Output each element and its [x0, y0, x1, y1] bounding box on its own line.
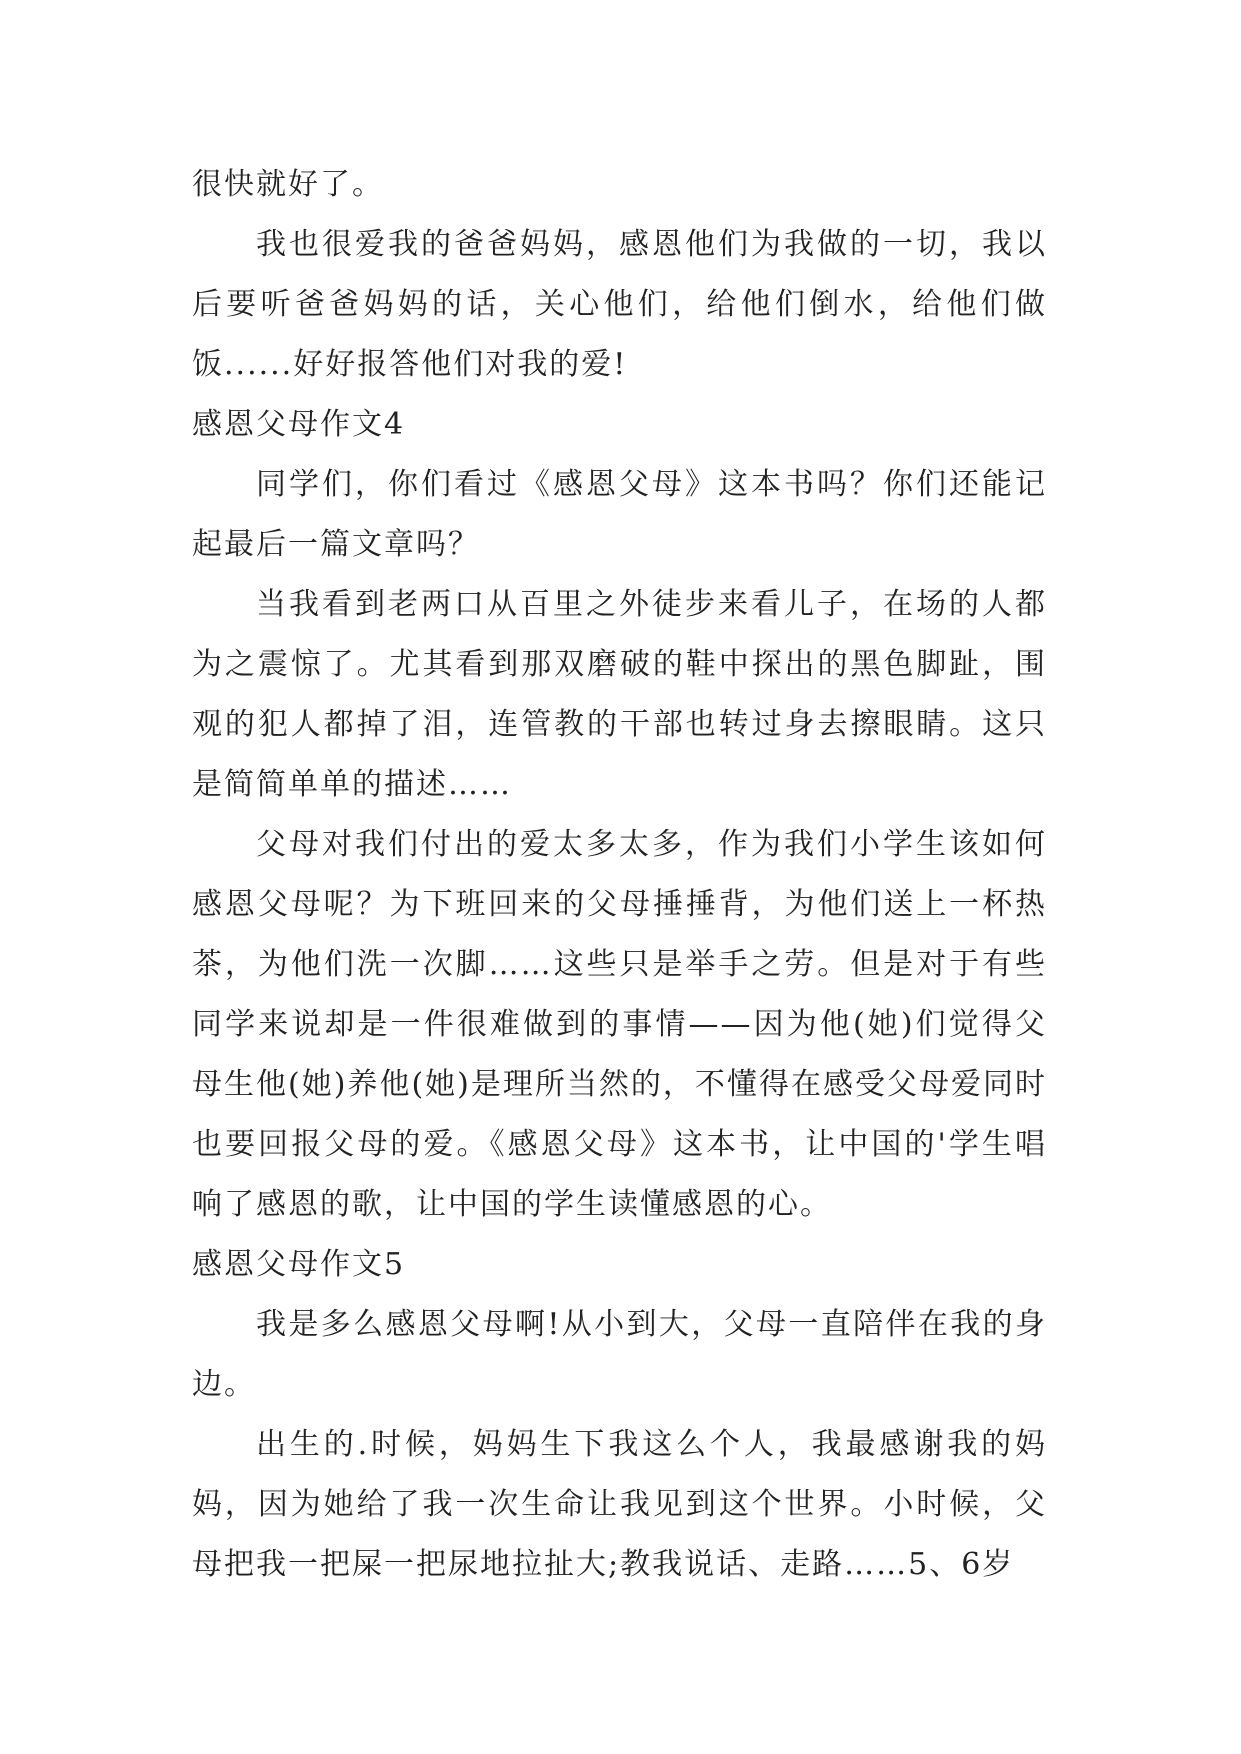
- paragraph: 当我看到老两口从百里之外徒步来看儿子，在场的人都为之震惊了。尤其看到那双磨破的鞋中探出的黑色脚趾，围观的犯人都掉了泪，连管教的干部也转过身去擦眼睛。这只是简简单单的描述……: [192, 587, 1047, 802]
- paragraph: 我是多么感恩父母啊!从小到大，父母一直陪伴在我的身边。: [192, 1307, 1047, 1402]
- paragraph: 父母对我们付出的爱太多太多，作为我们小学生该如何感恩父母呢？为下班回来的父母捶捶背，为他们送上一杯热茶，为他们洗一次脚……这些只是举手之劳。但是对于有些同学来说却是一件很难做到的事情——因为他(她)们觉得父母生他(她)养他(她)是理所当然的，不懂得在感受父母爱同时也要回报父母的爱。《感恩父母》这本书，让中国的'学生唱响了感恩的歌，让中国的学生读懂感恩的心。: [192, 827, 1047, 1222]
- paragraph: 很快就好了。: [192, 167, 384, 202]
- paragraph: 同学们，你们看过《感恩父母》这本书吗？你们还能记起最后一篇文章吗？: [192, 467, 1047, 562]
- section-heading: 感恩父母作文4: [192, 407, 406, 442]
- section-heading: 感恩父母作文5: [192, 1247, 406, 1282]
- paragraph: 我也很爱我的爸爸妈妈，感恩他们为我做的一切，我以后要听爸爸妈妈的话，关心他们，给他们倒水，给他们做饭......好好报答他们对我的爱!: [192, 227, 1047, 382]
- paragraph: 出生的.时候，妈妈生下我这么个人，我最感谢我的妈妈，因为她给了我一次生命让我见到这个世界。小时候，父母把我一把屎一把尿地拉扯大;教我说话、走路……5、6岁: [192, 1427, 1047, 1582]
- document-body: [192, 155, 1047, 1595]
